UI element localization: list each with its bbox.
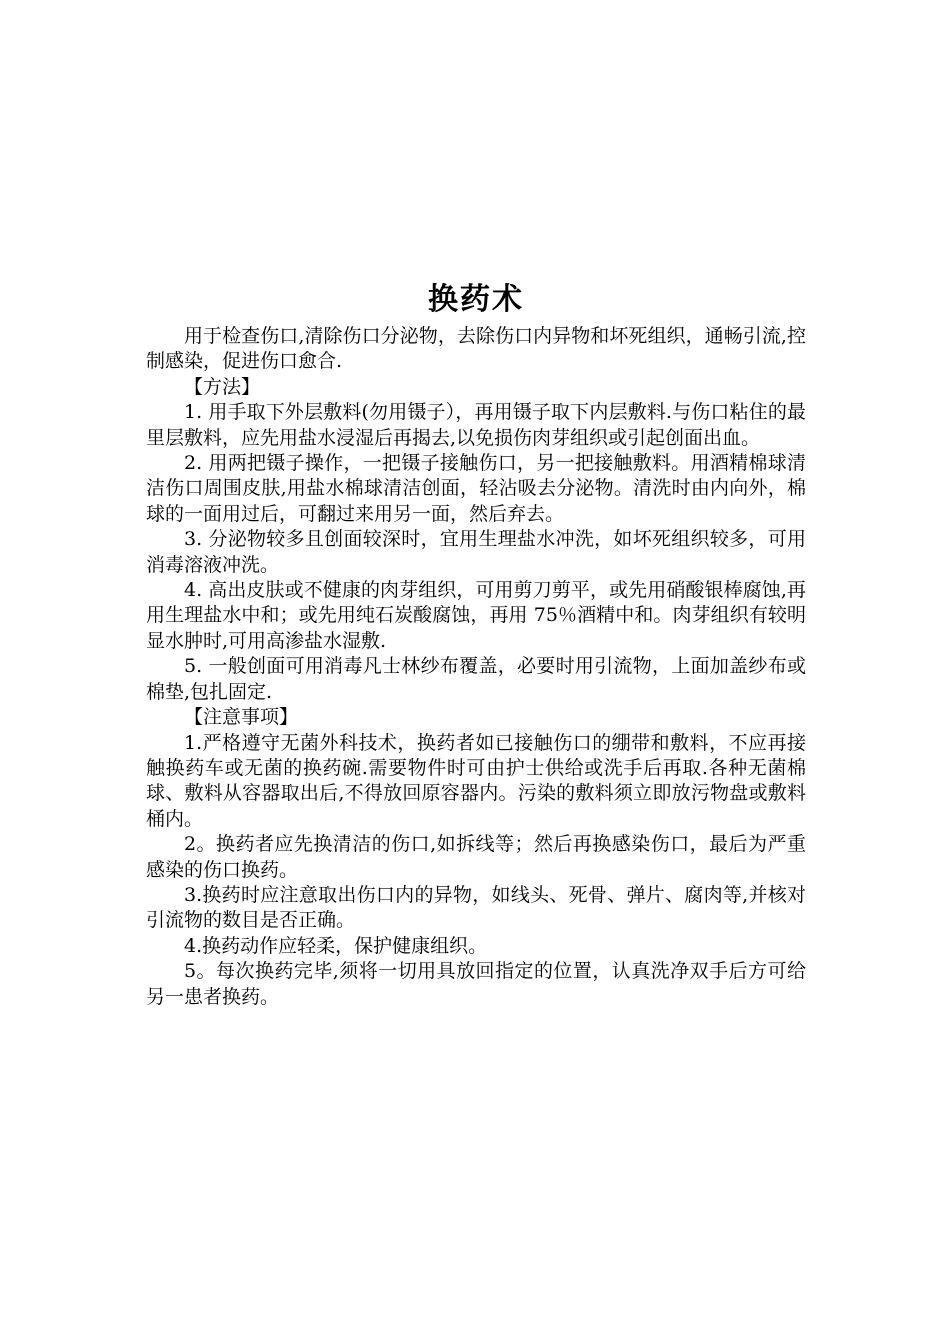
note-item-4: 4.换药动作应轻柔，保护健康组织。 [184,934,488,957]
note-item-1: 1.严格遵守无菌外科技术，换药者如已接触伤口的绷带和敷料，不应再接触换药车或无菌的换药碗.需要物件时可由护士供给或洗手后再取.各种无菌棉球、敷料从容器取出后,不得放回原容器内。污染的敷料须立即放污物盘或敷料桶内。 [146,731,806,830]
intro-paragraph: 用于检查伤口,清除伤口分泌物，去除伤口内异物和坏死组织，通畅引流,控制感染，促进伤口愈合. [146,325,806,373]
method-item-4: 4. 高出皮肤或不健康的肉芽组织，可用剪刀剪平，或先用硝酸银棒腐蚀,再用生理盐水中和；或先用纯石炭酸腐蚀，再用 75％酒精中和。肉芽组织有较明显水肿时,可用高渗盐水湿敷. [146,579,806,652]
note-item-5: 5。每次换药完毕,须将一切用具放回指定的位置，认真洗净双手后方可给另一患者换药。 [146,960,806,1008]
method-item-3: 3. 分泌物较多且创面较深时，宜用生理盐水冲洗，如坏死组织较多，可用消毒溶液冲洗。 [146,528,806,576]
document-title: 换药术 [428,282,524,317]
note-item-3: 3.换药时应注意取出伤口内的异物，如线头、死骨、弹片、腐肉等,并核对引流物的数目是否正确。 [146,883,806,932]
notes-heading: 【注意事项】 [184,706,299,729]
method-item-1: 1. 用手取下外层敷料(勿用镊子），再用镊子取下内层敷料.与伤口粘住的最里层敷料，应先用盐水浸湿后再揭去,以免损伤肉芽组织或引起创面出血。 [146,401,806,449]
document-page [146,280,806,1010]
method-item-5: 5. 一般创面可用消毒凡士林纱布覆盖，必要时用引流物，上面加盖纱布或棉垫,包扎固定. [146,655,806,703]
methods-heading: 【方法】 [184,375,261,398]
note-item-2: 2。换药者应先换清洁的伤口,如拆线等；然后再换感染伤口，最后为严重感染的伤口换药。 [146,833,806,881]
method-item-2: 2. 用两把镊子操作，一把镊子接触伤口，另一把接触敷料。用酒精棉球清洁伤口周围皮肤,用盐水棉球清洁创面，轻沾吸去分泌物。清洗时由内向外，棉球的一面用过后，可翻过来用另一面，然后弃去。 [146,452,806,525]
